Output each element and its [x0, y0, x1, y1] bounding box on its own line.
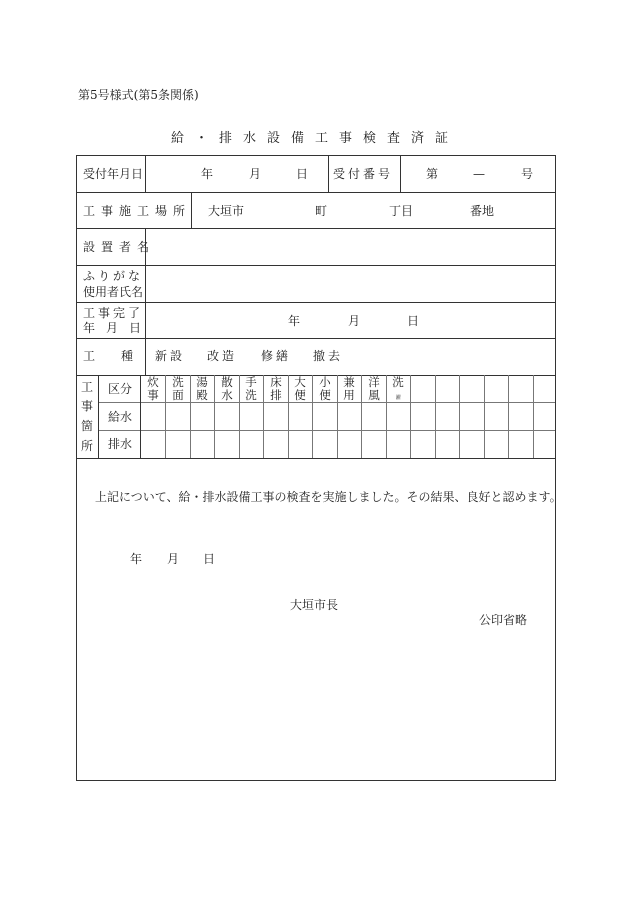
water-supply-label: 給水	[108, 410, 133, 424]
construction-site-label: 工事施工場所	[83, 204, 192, 218]
location-side-label-3: 箇	[81, 419, 94, 433]
completion-day-unit: 日	[407, 314, 420, 328]
sign-day-unit: 日	[203, 552, 216, 566]
category-cooking: 炊 事	[147, 375, 159, 402]
page-title: 給・排水設備工事検査済証	[170, 131, 459, 146]
form-number: 第5号様式(第5条関係)	[78, 88, 199, 102]
sign-year-unit: 年	[130, 552, 143, 566]
category-washbasin: 洗 面	[172, 375, 184, 402]
location-side-label-2: 事	[81, 399, 94, 413]
drainage-label: 排水	[108, 437, 133, 451]
completion-label-line2: 年月日	[83, 321, 153, 335]
mayor-title: 大垣市長	[290, 598, 339, 612]
reception-date-label: 受付年月日	[83, 167, 144, 181]
category-urinal: 小 便	[319, 375, 331, 402]
site-city: 大垣市	[208, 204, 245, 218]
category-combined: 兼 用	[343, 375, 355, 402]
reception-month-unit: 月	[249, 167, 262, 181]
completion-label-line1: 工事完了	[83, 306, 144, 320]
reception-year-unit: 年	[201, 167, 214, 181]
category-header-label: 区分	[108, 382, 133, 396]
sign-month-unit: 月	[167, 552, 180, 566]
user-name-label: 使用者氏名	[83, 285, 144, 299]
category-sprinkling: 散 水	[221, 375, 233, 402]
site-town-unit: 町	[315, 204, 328, 218]
work-type-new: 新設	[155, 349, 186, 363]
category-toilet: 大 便	[294, 375, 306, 402]
category-western: 洋 風	[368, 375, 380, 402]
category-bathroom: 湯 殿	[196, 375, 208, 402]
site-chome-unit: 丁目	[389, 204, 414, 218]
reception-day-unit: 日	[296, 167, 309, 181]
work-type-modify: 改造	[207, 349, 238, 363]
location-side-label-1: 工	[81, 380, 94, 394]
completion-year-unit: 年	[288, 314, 301, 328]
completion-month-unit: 月	[348, 314, 361, 328]
number-dash: —	[473, 167, 485, 181]
site-banchi-unit: 番地	[470, 204, 495, 218]
category-laundry: 洗 濯	[392, 375, 404, 401]
reception-number-label: 受付番号	[333, 167, 394, 181]
number-prefix: 第	[426, 167, 439, 181]
work-type-repair: 修繕	[261, 349, 292, 363]
seal-omitted-note: 公印省略	[479, 613, 528, 627]
installer-name-label: 設置者名	[83, 240, 156, 254]
category-floor-drain: 床 排	[270, 375, 282, 402]
work-type-label: 工種	[83, 349, 160, 363]
statement-text: 上記について、給・排水設備工事の検査を実施しました。その結果、良好と認めます。	[95, 490, 562, 504]
category-handwash: 手 洗	[245, 375, 257, 402]
location-side-label-4: 所	[81, 439, 94, 453]
inspection-form	[76, 155, 562, 781]
furigana-label: ふりがな	[83, 269, 144, 283]
work-type-remove: 撤去	[313, 349, 344, 363]
number-suffix: 号	[521, 167, 534, 181]
